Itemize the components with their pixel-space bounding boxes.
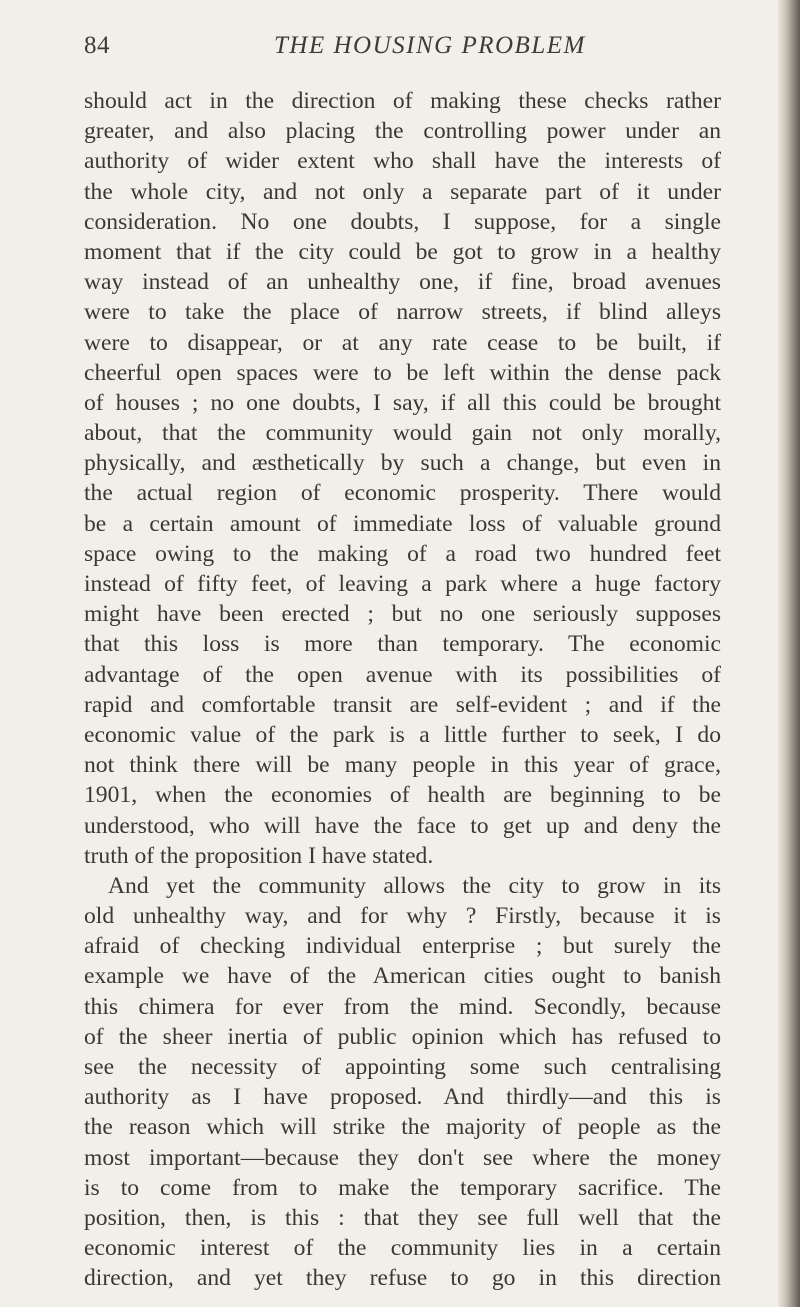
text-line: most important—because they don't see where the money	[84, 1144, 721, 1171]
text-line: consideration. No one doubts, I suppose, for a single	[84, 208, 721, 235]
text-line: old unhealthy way, and for why ? Firstly, because it is	[84, 903, 721, 930]
text-line: moment that if the city could be got to grow in a healthy	[84, 238, 721, 265]
running-title: THE HOUSING PROBLEM	[274, 32, 586, 59]
text-line: be a certain amount of immediate loss of valuable ground	[84, 510, 721, 537]
text-line: way instead of an unhealthy one, if fine, broad avenues	[84, 269, 721, 296]
text-line: rapid and comfortable transit are self-evident ; and if the	[84, 691, 721, 718]
text-line: instead of fifty feet, of leaving a park where a huge factory	[84, 571, 721, 597]
page-edge-shadow	[778, 0, 800, 1307]
text-line: authority as I have proposed. And thirdly—and this is	[84, 1084, 721, 1111]
text-line: the whole city, and not only a separate part of it under	[84, 178, 721, 205]
text-line: about, that the community would gain not only morally,	[84, 420, 721, 447]
text-line: of houses ; no one doubts, I say, if all this could be brought	[84, 389, 721, 416]
text-line: position, then, is this : that they see full well that the	[84, 1204, 721, 1231]
text-line: is to come from to make the temporary sacrifice. The	[84, 1174, 721, 1201]
text-line: afraid of checking individual enterprise ; but surely the	[84, 933, 721, 960]
text-line: might have been erected ; but no one seriously supposes	[84, 601, 721, 628]
text-line: greater, and also placing the controlling power under an	[84, 118, 721, 145]
text-line-paragraph-end: truth of the proposition I have stated.	[84, 842, 434, 869]
text-line: space owing to the making of a road two hundred feet	[84, 540, 721, 567]
page-number: 84	[84, 32, 110, 59]
text-line: of the sheer inertia of public opinion which has refused to	[84, 1023, 721, 1050]
text-line-paragraph-start: And yet the community allows the city to grow in its	[108, 872, 721, 899]
text-line: 1901, when the economies of health are beginning to be	[84, 782, 721, 809]
text-line: the reason which will strike the majority of people as the	[84, 1114, 721, 1141]
text-line: physically, and æsthetically by such a change, but even in	[84, 450, 721, 477]
text-line: economic value of the park is a little further to seek, I do	[84, 721, 721, 748]
text-line: understood, who will have the face to get up and deny the	[84, 812, 721, 839]
body-text	[84, 86, 721, 1294]
text-line: direction, and yet they refuse to go in this direction	[84, 1265, 721, 1292]
page-header	[84, 30, 720, 66]
text-line: see the necessity of appointing some such centralising	[84, 1054, 721, 1080]
text-line: economic interest of the community lies in a certain	[84, 1235, 721, 1262]
text-line: not think there will be many people in this year of grace,	[84, 752, 721, 779]
text-line: the actual region of economic prosperity. There would	[84, 480, 721, 507]
text-line: advantage of the open avenue with its possibilities of	[84, 661, 721, 688]
text-line: authority of wider extent who shall have the interests of	[84, 148, 721, 175]
text-line: that this loss is more than temporary. The economic	[84, 631, 721, 658]
text-line: should act in the direction of making these checks rather	[84, 88, 721, 114]
text-line: were to disappear, or at any rate cease to be built, if	[84, 329, 721, 356]
text-line: were to take the place of narrow streets, if blind alleys	[84, 299, 721, 326]
text-line: this chimera for ever from the mind. Secondly, because	[84, 993, 721, 1020]
text-line: example we have of the American cities ought to banish	[84, 963, 721, 990]
text-line: cheerful open spaces were to be left within the dense pack	[84, 359, 721, 386]
